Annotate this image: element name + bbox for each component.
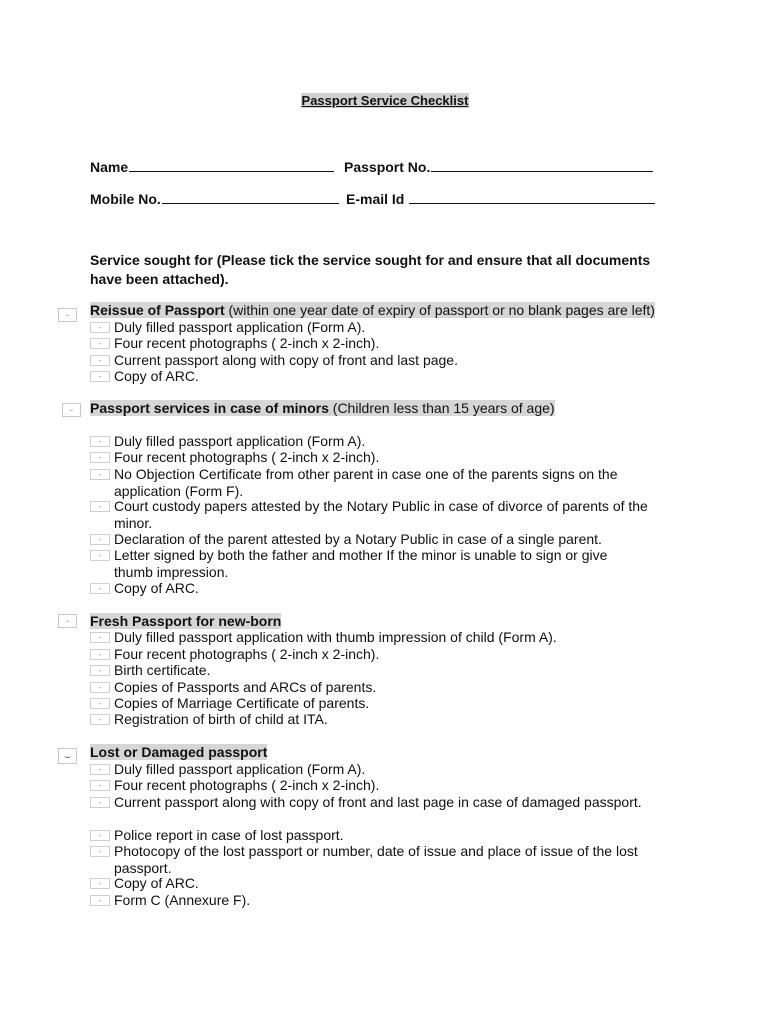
item-checkbox[interactable]: - [90,846,110,857]
list-item: - Duly filled passport application (Form A). [90,761,650,778]
page-title: Passport Service Checklist [301,93,469,108]
list-item: - Duly filled passport application (Form A). [90,319,650,336]
item-checkbox[interactable]: - [90,452,110,463]
item-checkbox[interactable]: - [90,797,110,808]
list-item: - Police report in case of lost passport. [90,827,650,844]
item-checkbox[interactable]: - [90,682,110,693]
email-blank[interactable] [409,189,655,204]
list-item: - Current passport along with copy of front and last page in case of damaged passport. [90,794,650,811]
passport-field[interactable] [344,157,653,175]
item-checkbox[interactable]: - [90,665,110,676]
item-checkbox[interactable]: - [90,714,110,725]
name-blank[interactable] [129,157,334,172]
list-item: - Copy of ARC. [90,875,650,892]
list-item: - Duly filled passport application (Form A). [90,433,650,450]
section-heading-reissue: Reissue of Passport (within one year date of expiry of passport or no blank pages are left) [90,302,655,318]
item-checkbox[interactable]: - [90,355,110,366]
list-item: - Copy of ARC. [90,368,650,385]
list-item: - Copies of Marriage Certificate of parents. [90,695,650,712]
section-checkbox-lost[interactable]: ⌣ [58,748,77,764]
item-checkbox[interactable]: - [90,338,110,349]
section-heading-minors: Passport services in case of minors (Children less than 15 years of age) [90,400,555,416]
list-item: - Registration of birth of child at ITA. [90,711,650,728]
list-item: - Four recent photographs ( 2-inch x 2-inch). [90,449,650,466]
item-checkbox[interactable]: - [90,632,110,643]
mobile-blank[interactable] [162,189,339,204]
section-heading-lost: Lost or Damaged passport [90,744,268,760]
list-item: - Four recent photographs ( 2-inch x 2-inch). [90,335,650,352]
item-checkbox[interactable]: - [90,469,110,480]
list-item: - Duly filled passport application with thumb impression of child (Form A). [90,629,650,646]
item-checkbox[interactable]: - [90,764,110,775]
section-heading-newborn: Fresh Passport for new-born [90,613,282,629]
item-checkbox[interactable]: - [90,780,110,791]
item-checkbox[interactable]: - [90,649,110,660]
email-label: E-mail Id [346,191,405,207]
list-item: - Birth certificate. [90,662,650,679]
list-item: - Photocopy of the lost passport or number, date of issue and place of issue of the lost passport. [90,843,650,876]
section-checkbox-reissue[interactable]: - [58,308,77,322]
item-checkbox[interactable]: - [90,534,110,545]
item-checkbox[interactable]: - [90,583,110,594]
item-checkbox[interactable]: - [90,550,110,561]
list-item: - Four recent photographs ( 2-inch x 2-inch). [90,777,650,794]
item-checkbox[interactable]: - [90,698,110,709]
item-checkbox[interactable]: - [90,878,110,889]
list-item: - Court custody papers attested by the Notary Public in case of divorce of parents of the minor. [90,498,650,531]
list-item: - Copy of ARC. [90,580,650,597]
item-checkbox[interactable]: - [90,371,110,382]
passport-label: Passport No. [344,159,431,175]
item-checkbox[interactable]: - [90,830,110,841]
section-checkbox-newborn[interactable]: - [58,614,77,628]
section-checkbox-minors[interactable]: - [62,403,81,417]
list-item: - Four recent photographs ( 2-inch x 2-inch). [90,646,650,663]
list-item: - No Objection Certificate from other parent in case one of the parents signs on the application (Form F). [90,466,650,499]
item-checkbox[interactable]: - [90,322,110,333]
item-checkbox[interactable]: - [90,895,110,906]
list-item: - Copies of Passports and ARCs of parents. [90,679,650,696]
list-item: - Current passport along with copy of front and last page. [90,352,650,369]
mobile-field[interactable] [90,189,339,207]
passport-blank[interactable] [431,157,653,172]
item-checkbox[interactable]: - [90,436,110,447]
list-item: - Form C (Annexure F). [90,892,650,909]
email-field[interactable] [346,189,655,207]
list-item: - Letter signed by both the father and mother If the minor is unable to sign or give thumb impression. [90,547,650,580]
name-field[interactable] [90,157,334,175]
instruction-text: Service sought for (Please tick the service sought for and ensure that all documents have been attached). [90,252,651,287]
item-checkbox[interactable]: - [90,501,110,512]
list-item: - Declaration of the parent attested by a Notary Public in case of a single parent. [90,531,650,548]
mobile-label: Mobile No. [90,191,161,207]
name-label: Name [90,159,129,175]
